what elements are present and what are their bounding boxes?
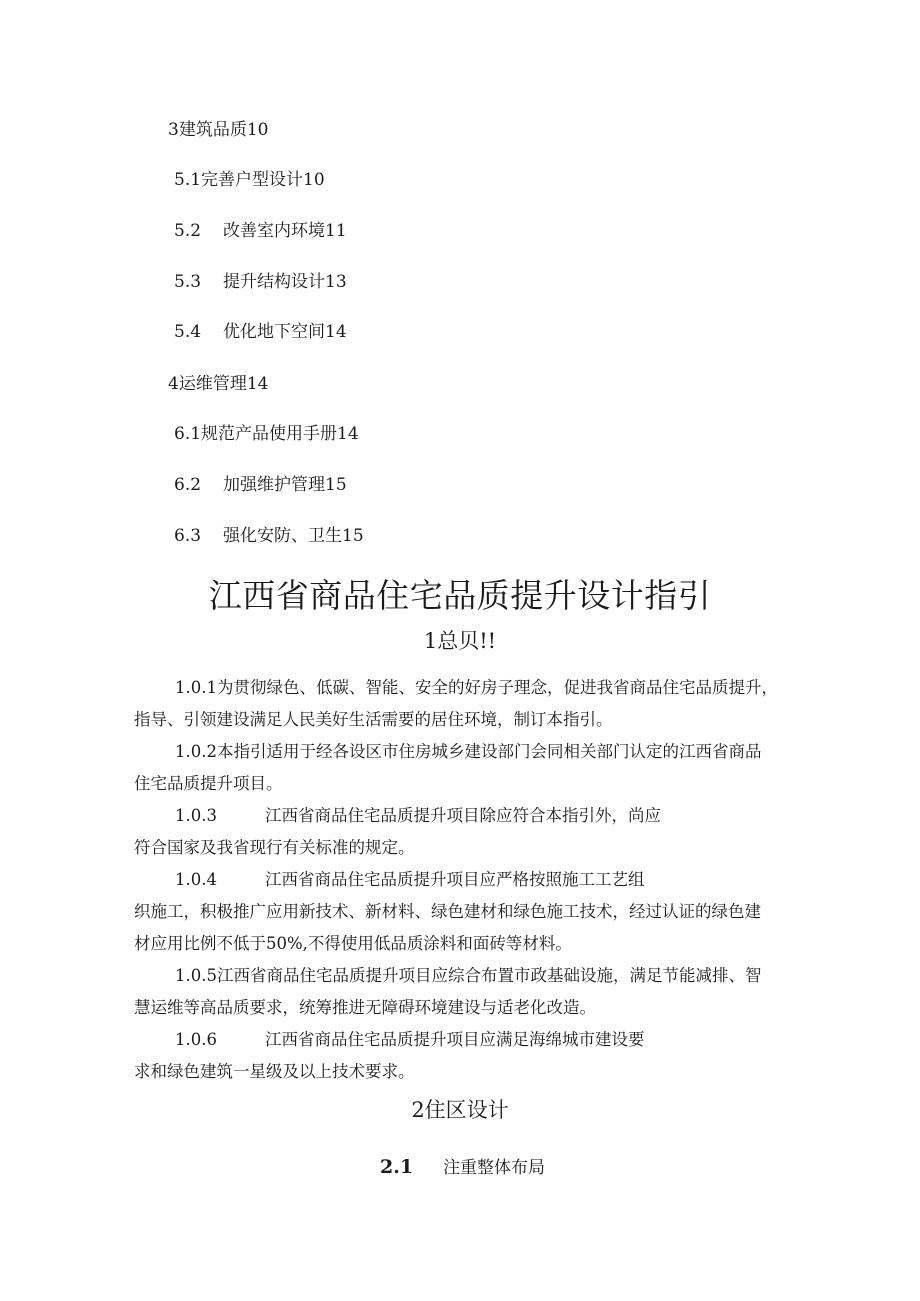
toc-item: 5.2 改善室内环境11 xyxy=(174,221,347,241)
toc-item: 6.2 加强维护管理15 xyxy=(174,475,347,495)
toc-item: 4运维管理14 xyxy=(168,374,269,394)
chapter-heading: 2住区设计 xyxy=(411,1098,509,1122)
clause-line: 1.0.2本指引适用于经各设区市住房城乡建设部门会同相关部门认定的江西省商品 xyxy=(175,742,762,761)
toc-item: 6.3 强化安防、卫生15 xyxy=(174,526,364,546)
clause-line: 1.0.4 江西省商品住宅品质提升项目应严格按照施工工艺组 xyxy=(175,870,645,889)
clause-number: 1.0.2 xyxy=(175,742,217,761)
clause-line: 住宅品质提升项目。 xyxy=(134,774,283,793)
document-title: 江西省商品住宅品质提升设计指引 xyxy=(208,576,712,615)
clause-line: 1.0.6 江西省商品住宅品质提升项目应满足海绵城市建设要 xyxy=(175,1030,645,1049)
clause-line: 材应用比例不低于50%,不得使用低品质涂料和面砖等材料。 xyxy=(134,934,572,953)
toc-item: 3建筑品质10 xyxy=(168,120,269,140)
clause-line: 1.0.5江西省商品住宅品质提升项目应综合布置市政基础设施，满足节能减排、智 xyxy=(175,966,762,985)
clause-line: 织施工，积极推广应用新技术、新材料、绿色建材和绿色施工技术，经过认证的绿色建 xyxy=(134,902,761,921)
chapter-heading: 1总贝!! xyxy=(423,629,497,653)
clause-number: 1.0.5 xyxy=(175,966,217,985)
toc-item: 5.4 优化地下空间14 xyxy=(174,322,347,342)
clause-number: 1.0.4 xyxy=(175,870,217,889)
section-number: 2.1 xyxy=(380,1156,414,1178)
clause-line: 1.0.1为贯彻绿色、低碳、智能、安全的好房子理念，促进我省商品住宅品质提升， xyxy=(175,678,778,697)
clause-number: 1.0.6 xyxy=(175,1030,217,1049)
clause-line: 符合国家及我省现行有关标准的规定。 xyxy=(134,838,415,857)
toc-item: 6.1规范产品使用手册14 xyxy=(174,424,359,444)
clause-number: 1.0.3 xyxy=(175,806,217,825)
section-heading xyxy=(380,1153,545,1178)
clause-line: 指导、引领建设满足人民美好生活需要的居住环境，制订本指引。 xyxy=(134,710,613,729)
section-title: 注重整体布局 xyxy=(443,1158,546,1178)
clause-line: 求和绿色建筑一星级及以上技术要求。 xyxy=(134,1062,415,1081)
toc-item: 5.1完善户型设计10 xyxy=(174,170,325,190)
clause-line: 慧运维等高品质要求，统筹推进无障碍环境建设与适老化改造。 xyxy=(134,998,596,1017)
toc-item: 5.3 提升结构设计13 xyxy=(174,272,347,292)
clause-number: 1.0.1 xyxy=(175,678,217,697)
clause-line: 1.0.3 江西省商品住宅品质提升项目除应符合本指引外，尚应 xyxy=(175,806,661,825)
